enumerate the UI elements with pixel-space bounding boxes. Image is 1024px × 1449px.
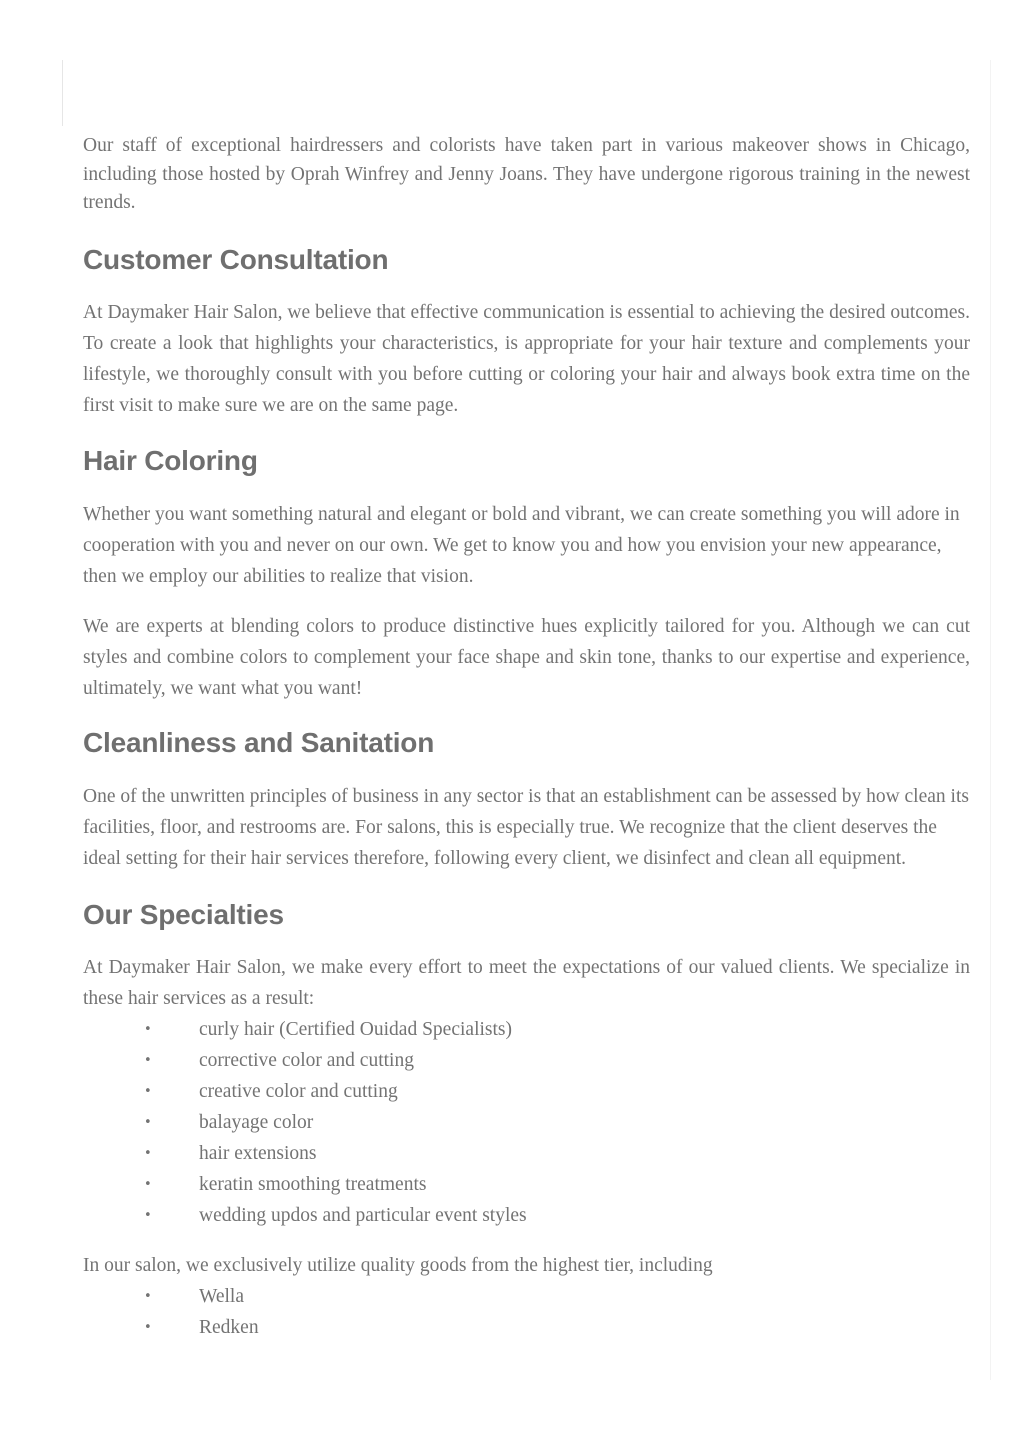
list-item: • corrective color and cutting	[83, 1045, 970, 1076]
list-item: • creative color and cutting	[83, 1076, 970, 1107]
bullet-icon: •	[144, 1052, 152, 1068]
heading-customer-consultation: Customer Consultation	[83, 243, 389, 275]
list-item: • curly hair (Certified Ouidad Specialists)	[83, 1014, 970, 1045]
bullet-icon: •	[144, 1021, 152, 1037]
list-item: • wedding updos and particular event styles	[83, 1200, 970, 1231]
list-item: • balayage color	[83, 1107, 970, 1138]
list-item: • Redken	[83, 1312, 970, 1343]
margin-rule-left	[62, 60, 63, 126]
list-item: • Wella	[83, 1281, 970, 1312]
brands-intro: In our salon, we exclusively utilize quality goods from the highest tier, including	[83, 1254, 713, 1276]
bullet-icon: •	[144, 1145, 152, 1161]
bullet-icon: •	[144, 1083, 152, 1099]
bullet-icon: •	[144, 1319, 152, 1335]
intro-paragraph: Our staff of exceptional hairdressers and colorists have taken part in various makeover shows in Chicago, including those hosted by Oprah Winfrey and Jenny Joans. They have undergone rigorous training in the newest trends.	[83, 135, 970, 213]
brands-list	[83, 1281, 970, 1343]
consultation-paragraph: At Daymaker Hair Salon, we believe that effective communication is essential to achieving the desired outcomes. To create a look that highlights your characteristics, is appropriate for your hair texture and complements your lifestyle, we thoroughly consult with you before cutting or coloring your hair and always book extra time on the first visit to make sure we are on the same page.	[83, 301, 970, 416]
list-item: • hair extensions	[83, 1138, 970, 1169]
specialties-list	[83, 1014, 970, 1231]
heading-our-specialties: Our Specialties	[83, 898, 284, 930]
document-content	[83, 132, 970, 1343]
coloring-paragraph-1: Whether you want something natural and elegant or bold and vibrant, we can create something you will adore in cooperation with you and never on our own. We get to know you and how you envision your new appearance, then we employ our abilities to realize that vision.	[83, 503, 960, 587]
heading-cleanliness: Cleanliness and Sanitation	[83, 726, 435, 758]
heading-hair-coloring: Hair Coloring	[83, 444, 258, 476]
bullet-icon: •	[144, 1207, 152, 1223]
bullet-icon: •	[144, 1114, 152, 1130]
bullet-icon: •	[144, 1288, 152, 1304]
specialties-intro: At Daymaker Hair Salon, we make every effort to meet the expectations of our valued clients. We specialize in these hair services as a result:	[83, 956, 970, 1009]
coloring-paragraph-2: We are experts at blending colors to produce distinctive hues explicitly tailored for you. Although we can cut styles and combine colors to complement your face shape and skin tone, thanks to our expertise and experience, ultimately, we want what you want!	[83, 615, 970, 699]
margin-rule-right	[990, 60, 991, 1380]
bullet-icon: •	[144, 1176, 152, 1192]
list-item: • keratin smoothing treatments	[83, 1169, 970, 1200]
cleanliness-paragraph: One of the unwritten principles of business in any sector is that an establishment can be assessed by how clean its facilities, floor, and restrooms are. For salons, this is especially true. We recognize that the client deserves the ideal setting for their hair services therefore, following every client, we disinfect and clean all equipment.	[83, 785, 969, 869]
